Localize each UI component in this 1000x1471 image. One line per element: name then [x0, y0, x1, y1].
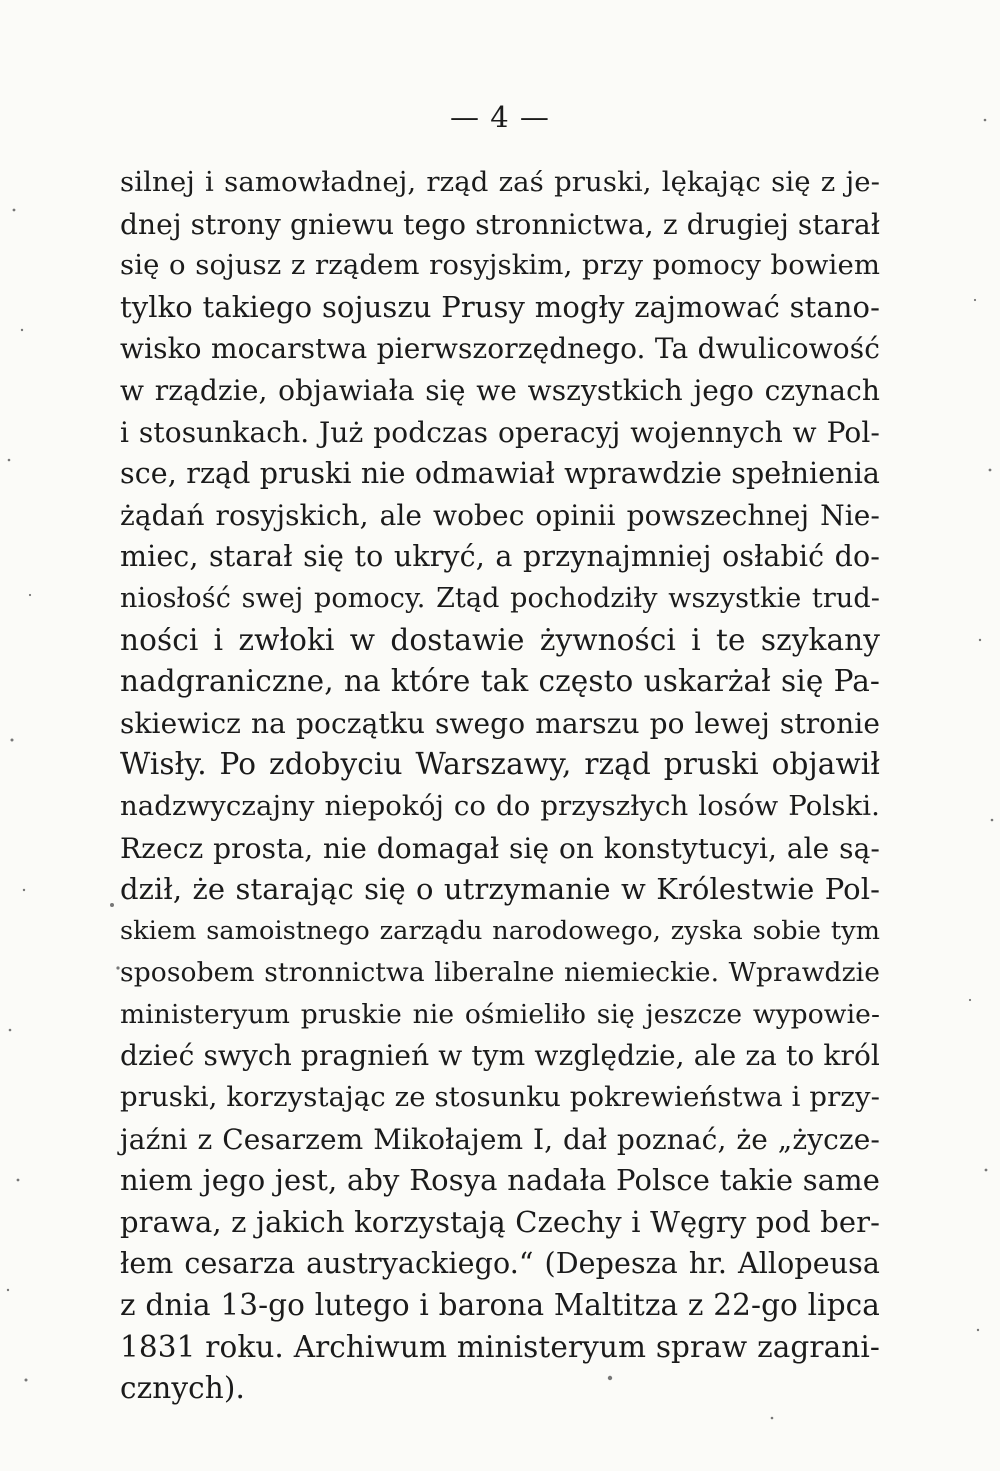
text-line: się o sojusz z rządem rosyjskim, przy pomocy bowiem	[120, 249, 880, 282]
text-line: silnej i samowładnej, rząd zaś pruski, lękając się z je-	[120, 166, 880, 198]
text-line: tylko takiego sojuszu Prusy mogły zajmować stano-	[120, 289, 880, 324]
text-line: ministeryum pruskie nie ośmieliło się jeszcze wypowie-	[120, 998, 880, 1030]
text-line: ności i zwłoki w dostawie żywności i te szykany	[120, 622, 880, 657]
text-line: niosłość swej pomocy. Ztąd pochodziły wszystkie trud-	[120, 582, 880, 614]
text-line: prawa, z jakich korzystają Czechy i Węgry pod ber-	[120, 1204, 880, 1239]
page-number: — 4 —	[450, 100, 550, 134]
text-line: żądań rosyjskich, ale wobec opinii powszechnej Nie-	[120, 498, 880, 532]
text-line: dnej strony gniewu tego stronnictwa, z drugiej starał	[120, 207, 880, 241]
text-line: i stosunkach. Już podczas operacyj wojennych w Pol-	[120, 415, 880, 449]
text-line: z dnia 13-go lutego i barona Maltitza z 22-go lipca	[120, 1288, 880, 1323]
text-line: sposobem stronnictwa liberalne niemieckie. Wprawdzie	[120, 957, 880, 989]
text-line: wisko mocarstwa pierwszorzędnego. Ta dwulicowość	[120, 332, 880, 366]
text-line: nadgraniczne, na które tak często uskarżał się Pa-	[120, 664, 880, 699]
text-line: pruski, korzystając ze stosunku pokrewieństwa i przy-	[120, 1081, 880, 1114]
text-line: 1831 roku. Archiwum ministeryum spraw zagrani-	[120, 1329, 880, 1364]
text-line: sce, rząd pruski nie odmawiał wprawdzie spełnienia	[120, 457, 880, 491]
text-line: miec, starał się to ukryć, a przynajmniej osłabić do-	[120, 540, 880, 574]
text-line: skiewicz na początku swego marszu po lewej stronie	[120, 706, 880, 740]
text-line: skiem samoistnego zarządu narodowego, zyska sobie tym	[120, 915, 880, 946]
text-line: w rządzie, objawiała się we wszystkich jego czynach	[120, 373, 880, 407]
text-line: dzieć swych pragnień w tym względzie, ale za to król	[120, 1039, 880, 1073]
text-line: jaźni z Cesarzem Mikołajem I, dał poznać, że „życze-	[120, 1122, 880, 1156]
text-line: łem cesarza austryackiego.“ (Depesza hr. Allopeusa	[120, 1247, 880, 1281]
text-line: cznych).	[120, 1371, 245, 1406]
text-line: Rzecz prosta, nie domagał się on konstytucyi, ale są-	[120, 831, 880, 865]
body-text	[120, 162, 880, 1410]
text-line: dził, że starając się o utrzymanie w Królestwie Pol-	[120, 872, 880, 907]
text-line: nadzwyczajny niepokój co do przyszłych losów Polski.	[120, 789, 880, 822]
text-line: niem jego jest, aby Rosya nadała Polsce takie same	[120, 1163, 880, 1198]
text-line: Wisły. Po zdobyciu Warszawy, rząd pruski objawił	[120, 747, 880, 782]
